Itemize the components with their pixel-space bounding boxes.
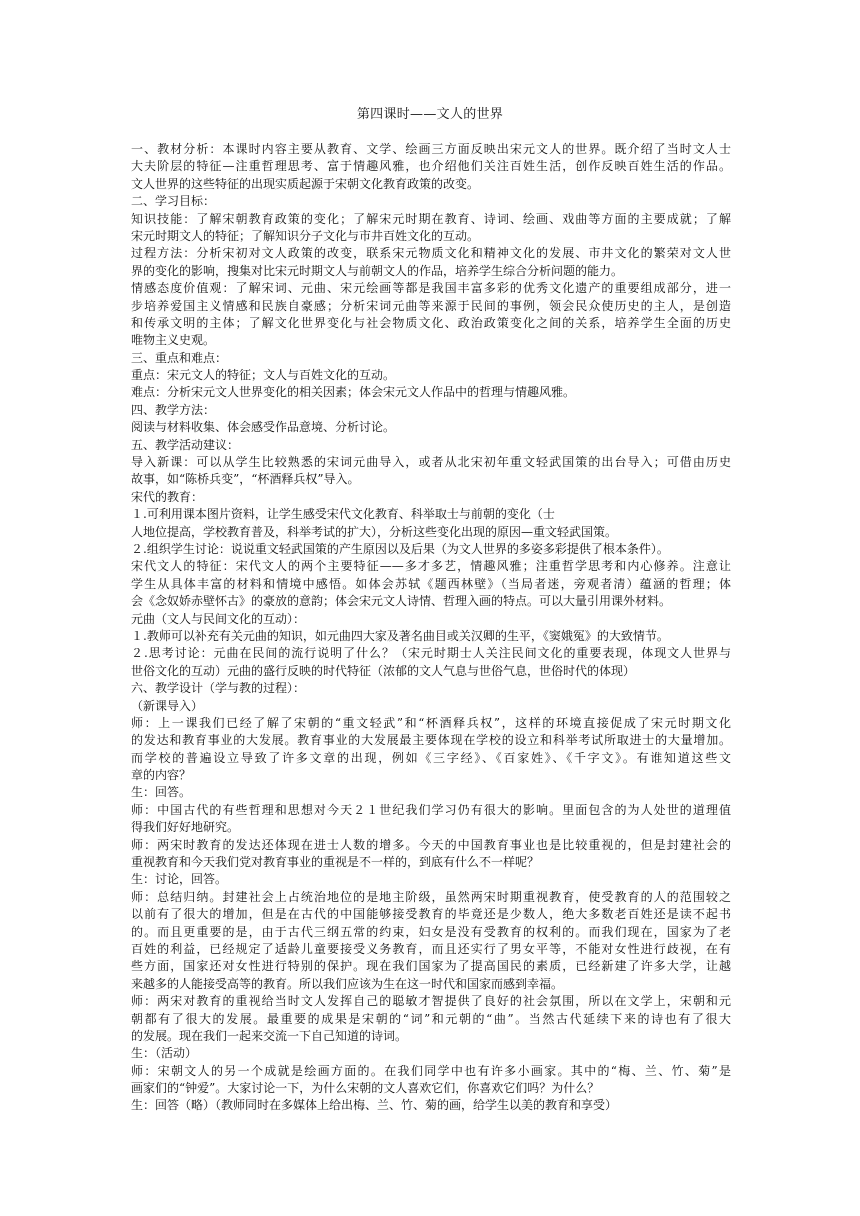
text-line: 朝都有了很大的发展。最重要的成果是宋朝的“词”和元朝的“曲”。当然古代延续下来的诗也有了很大 [131,1011,731,1026]
text-line: 生：（活动） [131,1046,198,1061]
text-line: １.教师可以补充有关元曲的知识，如元曲四大家及著名曲目或关汉卿的生平，《窦娥冤》的大致情节。 [131,628,669,643]
text-line: 唯物主义史观。 [131,333,216,348]
text-line: 大夫阶层的特征—注重哲理思考、富于情趣风雅，也介绍他们关注百姓生活，创作反映百姓生活的作品。 [131,159,731,174]
text-line: 得我们好好地研究。 [131,820,240,835]
text-line: 六、教学设计（学与教的过程）： [131,681,306,696]
text-line: 难点：分析宋元文人世界变化的相关因素；体会宋元文人作品中的哲理与情趣风雅。 [131,385,576,400]
text-line: 宋元时期文人的特征；了解知识分子文化与市井百姓文化的互动。 [131,228,480,243]
text-line: 界的变化的影响，搜集对比宋元时期文人与前朝文人的作品，培养学生综合分析问题的能力。 [131,263,624,278]
text-line: 四、教学方法： [131,402,216,417]
text-line: 来越多的人能接受高等的教育。所以我们应该为生在这一时代和国家而感到幸福。 [131,976,564,991]
text-line: 师：上一课我们已经了解了宋朝的“重文轻武”和“杯酒释兵权”，这样的环境直接促成了宋元时期文化 [131,715,731,730]
text-line: 和传承文明的主体；了解文化世界变化与社会物质文化、政治政策变化之间的关系，培养学生全面的历史 [131,315,731,330]
text-line: ２.思考讨论：元曲在民间的流行说明了什么？（宋元时期士人关注民间文化的重要表现，体现文人世界与 [131,646,731,661]
text-line: 生：讨论，回答。 [131,872,228,887]
text-line: 章的内容？ [131,768,192,783]
text-line: １.可利用课本图片资料，让学生感受宋代文化教育、科举取士与前朝的变化（士 [131,507,555,522]
text-line: 宋代的教育： [131,489,204,504]
text-line: （新课导入） [131,698,204,713]
text-line: 画家们的“钟爱”。大家讨论一下，为什么宋朝的文人喜欢它们，你喜欢它们吗？为什么？ [131,1081,600,1096]
text-line: 二、学习目标： [131,194,216,209]
text-line: 些方面，国家还对女性进行特别的保护。现在我们国家为了提高国民的素质，已经新建了许多大学，让越 [131,959,731,974]
text-line: 五、教学活动建议： [131,437,240,452]
document-body [131,141,731,1115]
text-line: 百姓的利益，已经规定了适龄儿童要接受义务教育，而且还实行了男女平等，不能对女性进行歧视，在有 [131,941,731,956]
document-title: 第四课时——文人的世界 [356,107,504,122]
text-line: 的。而且更重要的是，由于古代三纲五常的约束，妇女是没有受教育的权利的。而我们现在，国家为了老 [131,924,731,939]
text-line: 文人世界的这些特征的出现实质起源于宋朝文化教育政策的改变。 [131,176,480,191]
text-line: 师：两宋对教育的重视给当时文人发挥自己的聪敏才智提供了良好的社会氛围，所以在文学上，宋朝和元 [131,994,731,1009]
text-line: 重点：宋元文人的特征；文人与百姓文化的互动。 [131,368,396,383]
text-line: 一、教材分析：本课时内容主要从教育、文学、绘画三方面反映出宋元文人的世界。既介绍了当时文人士 [131,142,731,156]
text-line: 学生从具体丰富的材料和情境中感悟。如体会苏轼《题西林壁》（当局者迷，旁观者清）蕴涵的哲理；体 [131,576,731,591]
text-line: 宋代文人的特征：宋代文人的两个主要特征——多才多艺，情趣风雅；注重哲学思考和内心修养。注意让 [131,559,731,574]
text-line: 生：回答（略）（教师同时在多媒体上给出梅、兰、竹、菊的画，给学生以美的教育和享受） [131,1098,618,1113]
text-line: 师：总结归纳。封建社会上占统治地位的是地主阶级，虽然两宋时期重视教育，使受教育的人的范围较之 [131,889,731,904]
text-line: 生：回答。 [131,785,192,800]
text-line: 知识技能：了解宋朝教育政策的变化；了解宋元时期在教育、诗词、绘画、戏曲等方面的主要成就；了解 [131,211,731,226]
text-line: 而学校的普遍设立导致了许多文章的出现，例如《三字经》、《百家姓》、《千字文》。有谁知道这些文 [131,750,731,765]
text-line: 会《念奴娇赤壁怀古》的豪放的意韵；体会宋元文人诗情、哲理入画的特点。可以大量引用课外材料。 [131,594,672,609]
text-line: 师：两宋时教育的发达还体现在进士人数的增多。今天的中国教育事业也是比较重视的，但是封建社会的 [131,837,731,852]
text-line: 过程方法：分析宋初对文人政策的改变，联系宋元物质文化和精神文化的发展、市井文化的繁荣对文人世 [131,246,731,261]
text-line: 师：宋朝文人的另一个成就是绘画方面的。在我们同学中也有许多小画家。其中的“梅、兰、竹、菊”是 [131,1063,731,1078]
text-line: 元曲（文人与民间文化的互动）： [131,611,306,626]
text-line: 故事，如“陈桥兵变”，“杯酒释兵权”导入。 [131,472,360,487]
text-line: 三、重点和难点： [131,350,228,365]
text-line: 师：中国古代的有些哲理和思想对今天２１世纪我们学习仍有很大的影响。里面包含的为人处世的道理值 [131,802,731,817]
text-line: ２.组织学生讨论：说说重文轻武国策的产生原因以及后果（为文人世界的多姿多彩提供了根本条件）。 [131,541,669,556]
text-line: 的发达和教育事业的大发展。教育事业的大发展最主要体现在学校的设立和科举考试所取进士的大量增加。 [131,733,731,748]
text-line: 步培养爱国主义情感和民族自豪感；分析宋词元曲等来源于民间的事例，领会民众使历史的主人，是创造 [131,298,731,313]
text-line: 人地位提高，学校教育普及，科举考试的扩大），分析这些变化出现的原因—重文轻武国策。 [131,524,618,539]
text-line: 重视教育和今天我们党对教育事业的重视是不一样的，到底有什么不一样呢？ [131,855,540,870]
text-line: 导入新课：可以从学生比较熟悉的宋词元曲导入，或者从北宋初年重文轻武国策的出台导入；可借由历史 [131,455,731,470]
text-line: 的发展。现在我们一起来交流一下自己知道的诗词。 [131,1028,408,1043]
text-line: 阅读与材料收集、体会感受作品意境、分析讨论。 [131,420,396,435]
text-line: 以前有了很大的增加，但是在古代的中国能够接受教育的毕竟还是少数人，绝大多数老百姓还是读不起书 [131,907,731,922]
text-line: 情感态度价值观：了解宋词、元曲、宋元绘画等都是我国丰富多彩的优秀文化遗产的重要组成部分，进一 [131,281,731,296]
text-line: 世俗文化的互动）元曲的盛行反映的时代特征（浓郁的文人气息与世俗气息，世俗时代的体现） [131,663,636,678]
